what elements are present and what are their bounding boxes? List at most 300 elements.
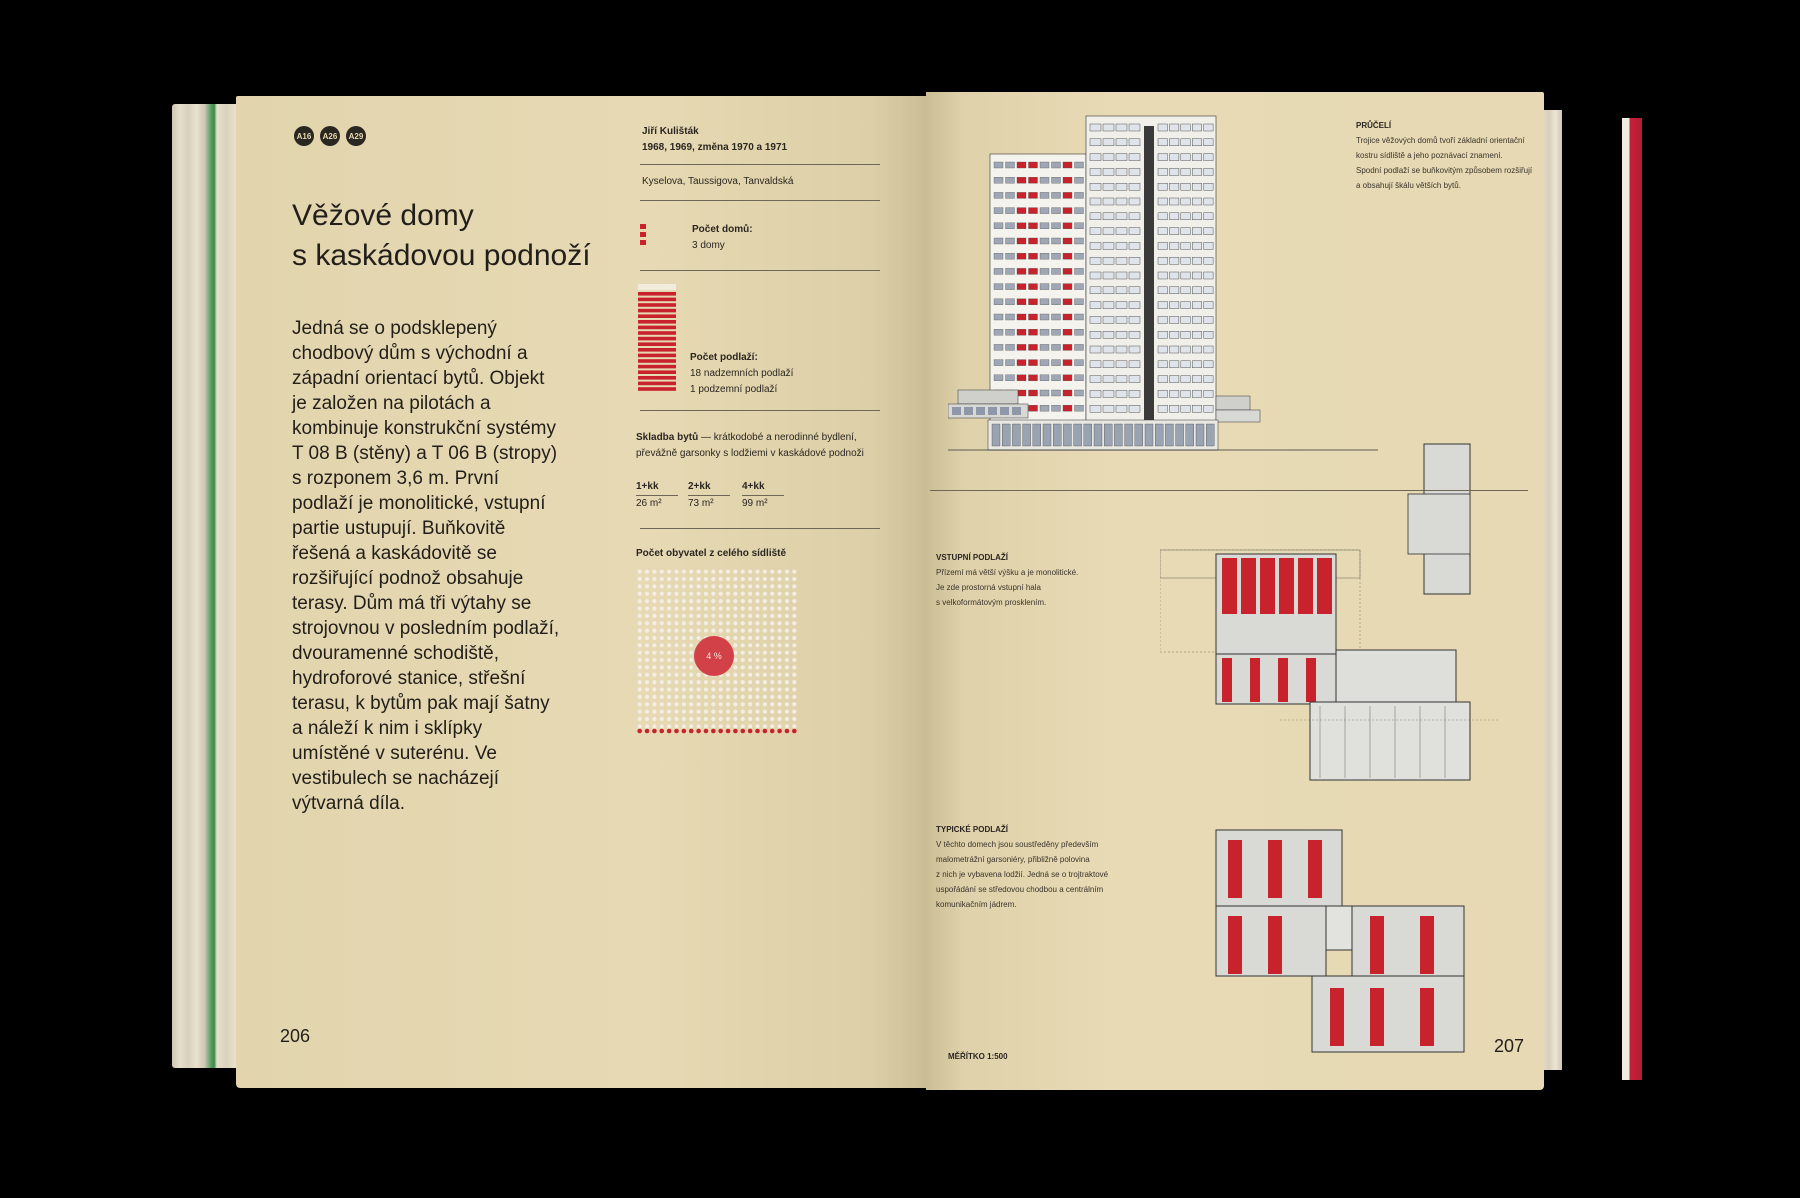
facade-window xyxy=(1075,329,1084,335)
typical-floor-plan xyxy=(1212,826,1482,1056)
population-dot xyxy=(689,717,693,721)
population-dot xyxy=(726,673,730,677)
population-dot xyxy=(777,621,781,625)
population-dot xyxy=(660,673,664,677)
plan-unit-red xyxy=(1228,916,1242,974)
population-dot xyxy=(638,680,642,684)
facade-window xyxy=(1075,314,1084,320)
facade-window xyxy=(1103,154,1114,161)
population-dot xyxy=(638,665,642,669)
facade-window xyxy=(1029,253,1038,259)
facade-window xyxy=(1040,238,1049,244)
facade-window xyxy=(1129,124,1140,131)
facade-window xyxy=(1103,361,1114,368)
facade-window xyxy=(1090,287,1101,294)
population-dot xyxy=(638,695,642,699)
facade-window xyxy=(1040,344,1049,350)
population-dot xyxy=(645,592,649,596)
facade-window xyxy=(1029,344,1038,350)
facade-window xyxy=(1075,162,1084,168)
facade-window xyxy=(1192,272,1202,279)
population-dot-highlight xyxy=(755,729,760,734)
typical-floor-annotation xyxy=(936,822,1126,912)
population-dot xyxy=(763,702,767,706)
population-dot xyxy=(682,673,686,677)
population-dot xyxy=(763,687,767,691)
population-dot xyxy=(741,709,745,713)
population-dot xyxy=(719,606,723,610)
ground-window xyxy=(1145,424,1153,446)
population-dot xyxy=(777,606,781,610)
facade-window xyxy=(1017,238,1026,244)
facade-window xyxy=(1129,242,1140,249)
facade-window xyxy=(1103,390,1114,397)
facade-window xyxy=(1017,253,1026,259)
population-dot-row xyxy=(636,728,798,734)
population-dot xyxy=(704,709,708,713)
facade-window xyxy=(1192,390,1202,397)
population-dot xyxy=(660,643,664,647)
population-dot xyxy=(689,614,693,618)
plan-unit-red xyxy=(1250,658,1260,702)
facade-window xyxy=(994,344,1003,350)
facade-window xyxy=(1052,329,1061,335)
facade-window xyxy=(1090,316,1101,323)
population-dot xyxy=(741,621,745,625)
population-dot xyxy=(674,717,678,721)
facade-window xyxy=(1158,302,1168,309)
population-dot xyxy=(785,680,789,684)
population-dot xyxy=(748,592,752,596)
facade-window xyxy=(1040,360,1049,366)
population-dot-highlight xyxy=(711,729,716,734)
facade-window xyxy=(1192,405,1202,412)
population-dot xyxy=(792,606,796,610)
facade-window xyxy=(1090,405,1101,412)
population-dot xyxy=(645,628,649,632)
population-dot xyxy=(638,584,642,588)
facade-window xyxy=(1029,177,1038,183)
entry-text-line: Přízemí má větší výšku a je monolitické. xyxy=(936,568,1079,577)
facade-window xyxy=(1169,213,1179,220)
architect-name: Jiří Kulišták xyxy=(642,126,699,137)
facade-window xyxy=(1181,272,1191,279)
floor-bar xyxy=(638,365,676,369)
floors-value-below: 1 podzemní podlaží xyxy=(690,384,778,395)
population-dot-highlight xyxy=(689,729,694,734)
facade-window xyxy=(1052,223,1061,229)
facade-window xyxy=(1192,242,1202,249)
facade-window xyxy=(1181,361,1191,368)
facade-window xyxy=(1192,183,1202,190)
population-dot xyxy=(682,658,686,662)
population-dot-highlight xyxy=(659,729,664,734)
population-dot xyxy=(645,606,649,610)
population-dot xyxy=(711,628,715,632)
population-dot xyxy=(726,606,730,610)
facade-window xyxy=(1017,192,1026,198)
typical-text-line: malometrážní garsoniéry, přibližně polovina xyxy=(936,855,1090,864)
population-dot xyxy=(792,621,796,625)
facade-window xyxy=(1040,162,1049,168)
facade-text-line: Trojice věžových domů tvoří základní orientační xyxy=(1356,136,1525,145)
plan-unit-red xyxy=(1317,558,1332,614)
ground-window xyxy=(1002,424,1010,446)
population-dot xyxy=(667,592,671,596)
typical-text-line: z nich je vybavena lodžií. Jedná se o trojtraktové xyxy=(936,870,1109,879)
population-dot xyxy=(674,651,678,655)
population-dot xyxy=(792,695,796,699)
population-dot-highlight xyxy=(682,729,687,734)
facade-window xyxy=(1040,299,1049,305)
population-dot xyxy=(748,673,752,677)
population-dot xyxy=(667,621,671,625)
population-dot xyxy=(777,695,781,699)
population-dot xyxy=(645,680,649,684)
facade-window xyxy=(1063,238,1072,244)
population-dot xyxy=(785,636,789,640)
facade-window xyxy=(1090,228,1101,235)
population-dot xyxy=(733,680,737,684)
facade-window xyxy=(1029,268,1038,274)
podium-window xyxy=(976,407,985,415)
population-dot xyxy=(660,651,664,655)
population-dot xyxy=(792,702,796,706)
population-dot xyxy=(696,584,700,588)
population-dot xyxy=(660,628,664,632)
population-dot xyxy=(674,702,678,706)
facade-window xyxy=(1090,331,1101,338)
facade-window xyxy=(1129,154,1140,161)
population-dot xyxy=(777,651,781,655)
facade-window xyxy=(1181,390,1191,397)
facade-window xyxy=(994,238,1003,244)
floor-bar xyxy=(638,314,676,318)
population-dot xyxy=(696,599,700,603)
population-dot xyxy=(682,680,686,684)
population-dot xyxy=(748,636,752,640)
facade-window xyxy=(1090,346,1101,353)
facade-window xyxy=(1129,331,1140,338)
facade-window xyxy=(1158,154,1168,161)
facade-window xyxy=(1052,360,1061,366)
population-dot xyxy=(674,658,678,662)
facade-window xyxy=(1063,223,1072,229)
facade-window xyxy=(1090,257,1101,264)
facade-window xyxy=(1204,331,1214,338)
population-dot xyxy=(711,570,715,574)
facade-window xyxy=(1090,272,1101,279)
facade-window xyxy=(1169,228,1179,235)
facade-window xyxy=(1169,257,1179,264)
population-dot-highlight xyxy=(637,729,642,734)
population-dot xyxy=(660,621,664,625)
population-dot xyxy=(660,658,664,662)
population-dot xyxy=(748,621,752,625)
population-dot xyxy=(660,584,664,588)
population-dot xyxy=(674,599,678,603)
facade-window xyxy=(994,162,1003,168)
composition-text: — krátkodobé a nerodinné bydlení, xyxy=(698,432,857,443)
population-dot xyxy=(755,614,759,618)
plan-unit-red xyxy=(1420,916,1434,974)
facade-window xyxy=(1052,390,1061,396)
population-dot xyxy=(770,702,774,706)
houses-label: Počet domů: xyxy=(692,224,753,235)
population-dot xyxy=(667,680,671,684)
entry-text-line: s velkoformátovým prosklením. xyxy=(936,598,1047,607)
facade-window xyxy=(1103,376,1114,383)
population-dot xyxy=(660,717,664,721)
population-dot xyxy=(638,614,642,618)
population-dot xyxy=(755,658,759,662)
population-dot xyxy=(652,570,656,574)
population-dot xyxy=(704,592,708,596)
population-dot xyxy=(674,709,678,713)
population-dot xyxy=(733,599,737,603)
facade-window xyxy=(1116,331,1127,338)
population-dot xyxy=(785,702,789,706)
facade-window xyxy=(1103,183,1114,190)
facade-window xyxy=(1063,162,1072,168)
population-dot-highlight xyxy=(667,729,672,734)
facade-window xyxy=(1052,162,1061,168)
population-dot xyxy=(719,680,723,684)
population-dot xyxy=(792,680,796,684)
facade-window xyxy=(1169,198,1179,205)
facade-window xyxy=(1063,344,1072,350)
facade-window xyxy=(1017,314,1026,320)
population-dot xyxy=(682,665,686,669)
facade-window xyxy=(994,177,1003,183)
population-dot xyxy=(763,665,767,669)
facade-window xyxy=(1006,177,1015,183)
facade-window xyxy=(1169,168,1179,175)
population-dot xyxy=(785,621,789,625)
population-dot xyxy=(689,709,693,713)
population-dot xyxy=(748,709,752,713)
facade-text-line: kostru sídliště a jeho poznávací znamení. xyxy=(1356,151,1503,160)
population-dot xyxy=(674,643,678,647)
population-dot xyxy=(763,717,767,721)
facade-window xyxy=(1075,223,1084,229)
population-dot xyxy=(660,570,664,574)
typical-text-line: V těchto domech jsou soustředěny především xyxy=(936,840,1099,849)
population-dot xyxy=(733,643,737,647)
facade-window xyxy=(1040,284,1049,290)
population-dot xyxy=(748,680,752,684)
floor-bar xyxy=(638,292,676,296)
facade-window xyxy=(1006,344,1015,350)
population-dot xyxy=(704,680,708,684)
facade-window xyxy=(1181,183,1191,190)
population-dot xyxy=(645,673,649,677)
podium-window xyxy=(964,407,973,415)
facade-window xyxy=(1116,316,1127,323)
population-dot xyxy=(763,628,767,632)
population-dot xyxy=(770,658,774,662)
population-dot xyxy=(660,577,664,581)
facade-window xyxy=(1029,208,1038,214)
population-dot xyxy=(777,687,781,691)
population-dot xyxy=(682,687,686,691)
facade-window xyxy=(1181,316,1191,323)
facade-window xyxy=(1192,213,1202,220)
population-dot xyxy=(792,643,796,647)
population-dot xyxy=(741,702,745,706)
typical-floor-heading: TYPICKÉ PODLAŽÍ xyxy=(936,825,1009,834)
population-dot xyxy=(645,599,649,603)
population-dot xyxy=(660,614,664,618)
flat-type-area: 99 m² xyxy=(742,498,768,509)
population-dot xyxy=(696,614,700,618)
population-dot xyxy=(667,643,671,647)
facade-window xyxy=(994,375,1003,381)
population-dot xyxy=(667,695,671,699)
facade-window xyxy=(1169,124,1179,131)
population-dot xyxy=(652,606,656,610)
plan-unit-red xyxy=(1222,558,1237,614)
population-dot xyxy=(667,606,671,610)
population-dot xyxy=(770,570,774,574)
facade-window xyxy=(1075,299,1084,305)
population-dot xyxy=(755,673,759,677)
population-dot xyxy=(770,599,774,603)
population-dot xyxy=(733,636,737,640)
facade-window xyxy=(1103,257,1114,264)
facade-window xyxy=(1192,316,1202,323)
facade-window xyxy=(1116,198,1127,205)
population-dot xyxy=(682,643,686,647)
population-dot xyxy=(741,665,745,669)
facade-window xyxy=(1090,376,1101,383)
facade-window xyxy=(1040,375,1049,381)
facade-window xyxy=(1075,284,1084,290)
population-dot xyxy=(763,577,767,581)
facade-window xyxy=(1158,405,1168,412)
population-dot xyxy=(741,584,745,588)
population-dot xyxy=(711,606,715,610)
facade-text-line: a obsahují škálu větších bytů. xyxy=(1356,181,1461,190)
floor-bar xyxy=(638,387,676,391)
population-dot xyxy=(667,651,671,655)
facade-window xyxy=(1103,331,1114,338)
population-dot xyxy=(770,695,774,699)
population-dot-highlight xyxy=(704,729,709,734)
streets: Kyselova, Taussigova, Tanvaldská xyxy=(642,176,794,187)
population-dot xyxy=(667,614,671,618)
facade-window xyxy=(1192,154,1202,161)
population-dot xyxy=(770,577,774,581)
population-dot xyxy=(719,628,723,632)
facade-window xyxy=(1052,344,1061,350)
podium-window xyxy=(1012,407,1021,415)
facade-window xyxy=(1192,361,1202,368)
facade-window xyxy=(1116,183,1127,190)
facade-window xyxy=(1158,183,1168,190)
entry-floor-heading: VSTUPNÍ PODLAŽÍ xyxy=(936,553,1009,562)
population-dot-highlight xyxy=(645,729,650,734)
plan-unit-red xyxy=(1268,840,1282,898)
population-dot xyxy=(652,651,656,655)
population-dot xyxy=(682,628,686,632)
population-dot xyxy=(674,673,678,677)
population-dot xyxy=(660,665,664,669)
population-dot xyxy=(645,621,649,625)
population-dot xyxy=(741,636,745,640)
population-dot-highlight xyxy=(674,729,679,734)
ground-window xyxy=(992,424,1000,446)
population-dot xyxy=(785,658,789,662)
population-dot xyxy=(777,665,781,669)
population-dot xyxy=(704,614,708,618)
population-dot xyxy=(777,584,781,588)
population-dot xyxy=(777,673,781,677)
flat-type-3 xyxy=(742,480,784,511)
population-dot xyxy=(770,680,774,684)
population-dot-highlight xyxy=(726,729,731,734)
podium-window xyxy=(1000,407,1009,415)
population-dot xyxy=(755,621,759,625)
population-dot xyxy=(667,673,671,677)
population-dot xyxy=(748,577,752,581)
population-dot xyxy=(682,577,686,581)
facade-window xyxy=(1052,253,1061,259)
facade-window xyxy=(1103,346,1114,353)
population-dot xyxy=(777,599,781,603)
plan-unit-red xyxy=(1420,988,1434,1046)
facade-window xyxy=(1158,139,1168,146)
facade-window xyxy=(1029,405,1038,411)
facade-window xyxy=(1029,390,1038,396)
population-dot xyxy=(638,717,642,721)
population-dot xyxy=(638,599,642,603)
population-dot xyxy=(682,651,686,655)
population-dot xyxy=(785,665,789,669)
population-dot xyxy=(785,673,789,677)
population-dot-highlight xyxy=(718,729,723,734)
flat-type-area: 73 m² xyxy=(688,498,714,509)
population-dot xyxy=(645,717,649,721)
population-dot xyxy=(674,614,678,618)
population-dot xyxy=(682,621,686,625)
population-dot xyxy=(792,717,796,721)
population-dot xyxy=(667,658,671,662)
construction-years: 1968, 1969, změna 1970 a 1971 xyxy=(642,142,788,153)
flat-type-1 xyxy=(636,480,678,511)
population-dot xyxy=(785,584,789,588)
flat-type-label: 2+kk xyxy=(688,480,730,496)
population-dot xyxy=(741,592,745,596)
facade-window xyxy=(1090,154,1101,161)
facade-window xyxy=(1075,208,1084,214)
population-dot xyxy=(785,592,789,596)
population-dot xyxy=(704,702,708,706)
population-dot xyxy=(704,621,708,625)
composition-label: Skladba bytů xyxy=(636,432,699,443)
facade-window xyxy=(1017,390,1026,396)
houses-value: 3 domy xyxy=(692,240,725,251)
population-dot xyxy=(770,621,774,625)
facade-window xyxy=(1181,139,1191,146)
population-dot xyxy=(770,592,774,596)
population-dot xyxy=(696,680,700,684)
ground-window xyxy=(1125,424,1133,446)
facade-window xyxy=(1075,177,1084,183)
body-text: Jedná se o podsklepený chodbový dům s východní a západní orientací bytů. Objekt je založen na pilotách a kombinuje konstrukční systémy T 08 B (stěny) a T 06 B (stropy) s rozponem 3,6 m. První podlaží je monolitické, vstupní partie ustupují. Buňkovitě řešená a kaskádovitě se rozšiřující podnož obsahuje terasy. Dům má tři výtahy se strojovnou v posledním podlaží, dvouramenné schodiště, hydroforové stanice, střešní terasu, k bytům pak mají šatny a náleží k nim i sklípky umístěné v suterénu. Ve vestibulech se nacházejí výtvarná díla. xyxy=(292,318,560,814)
facade-window xyxy=(1129,139,1140,146)
facade-window xyxy=(1169,154,1179,161)
